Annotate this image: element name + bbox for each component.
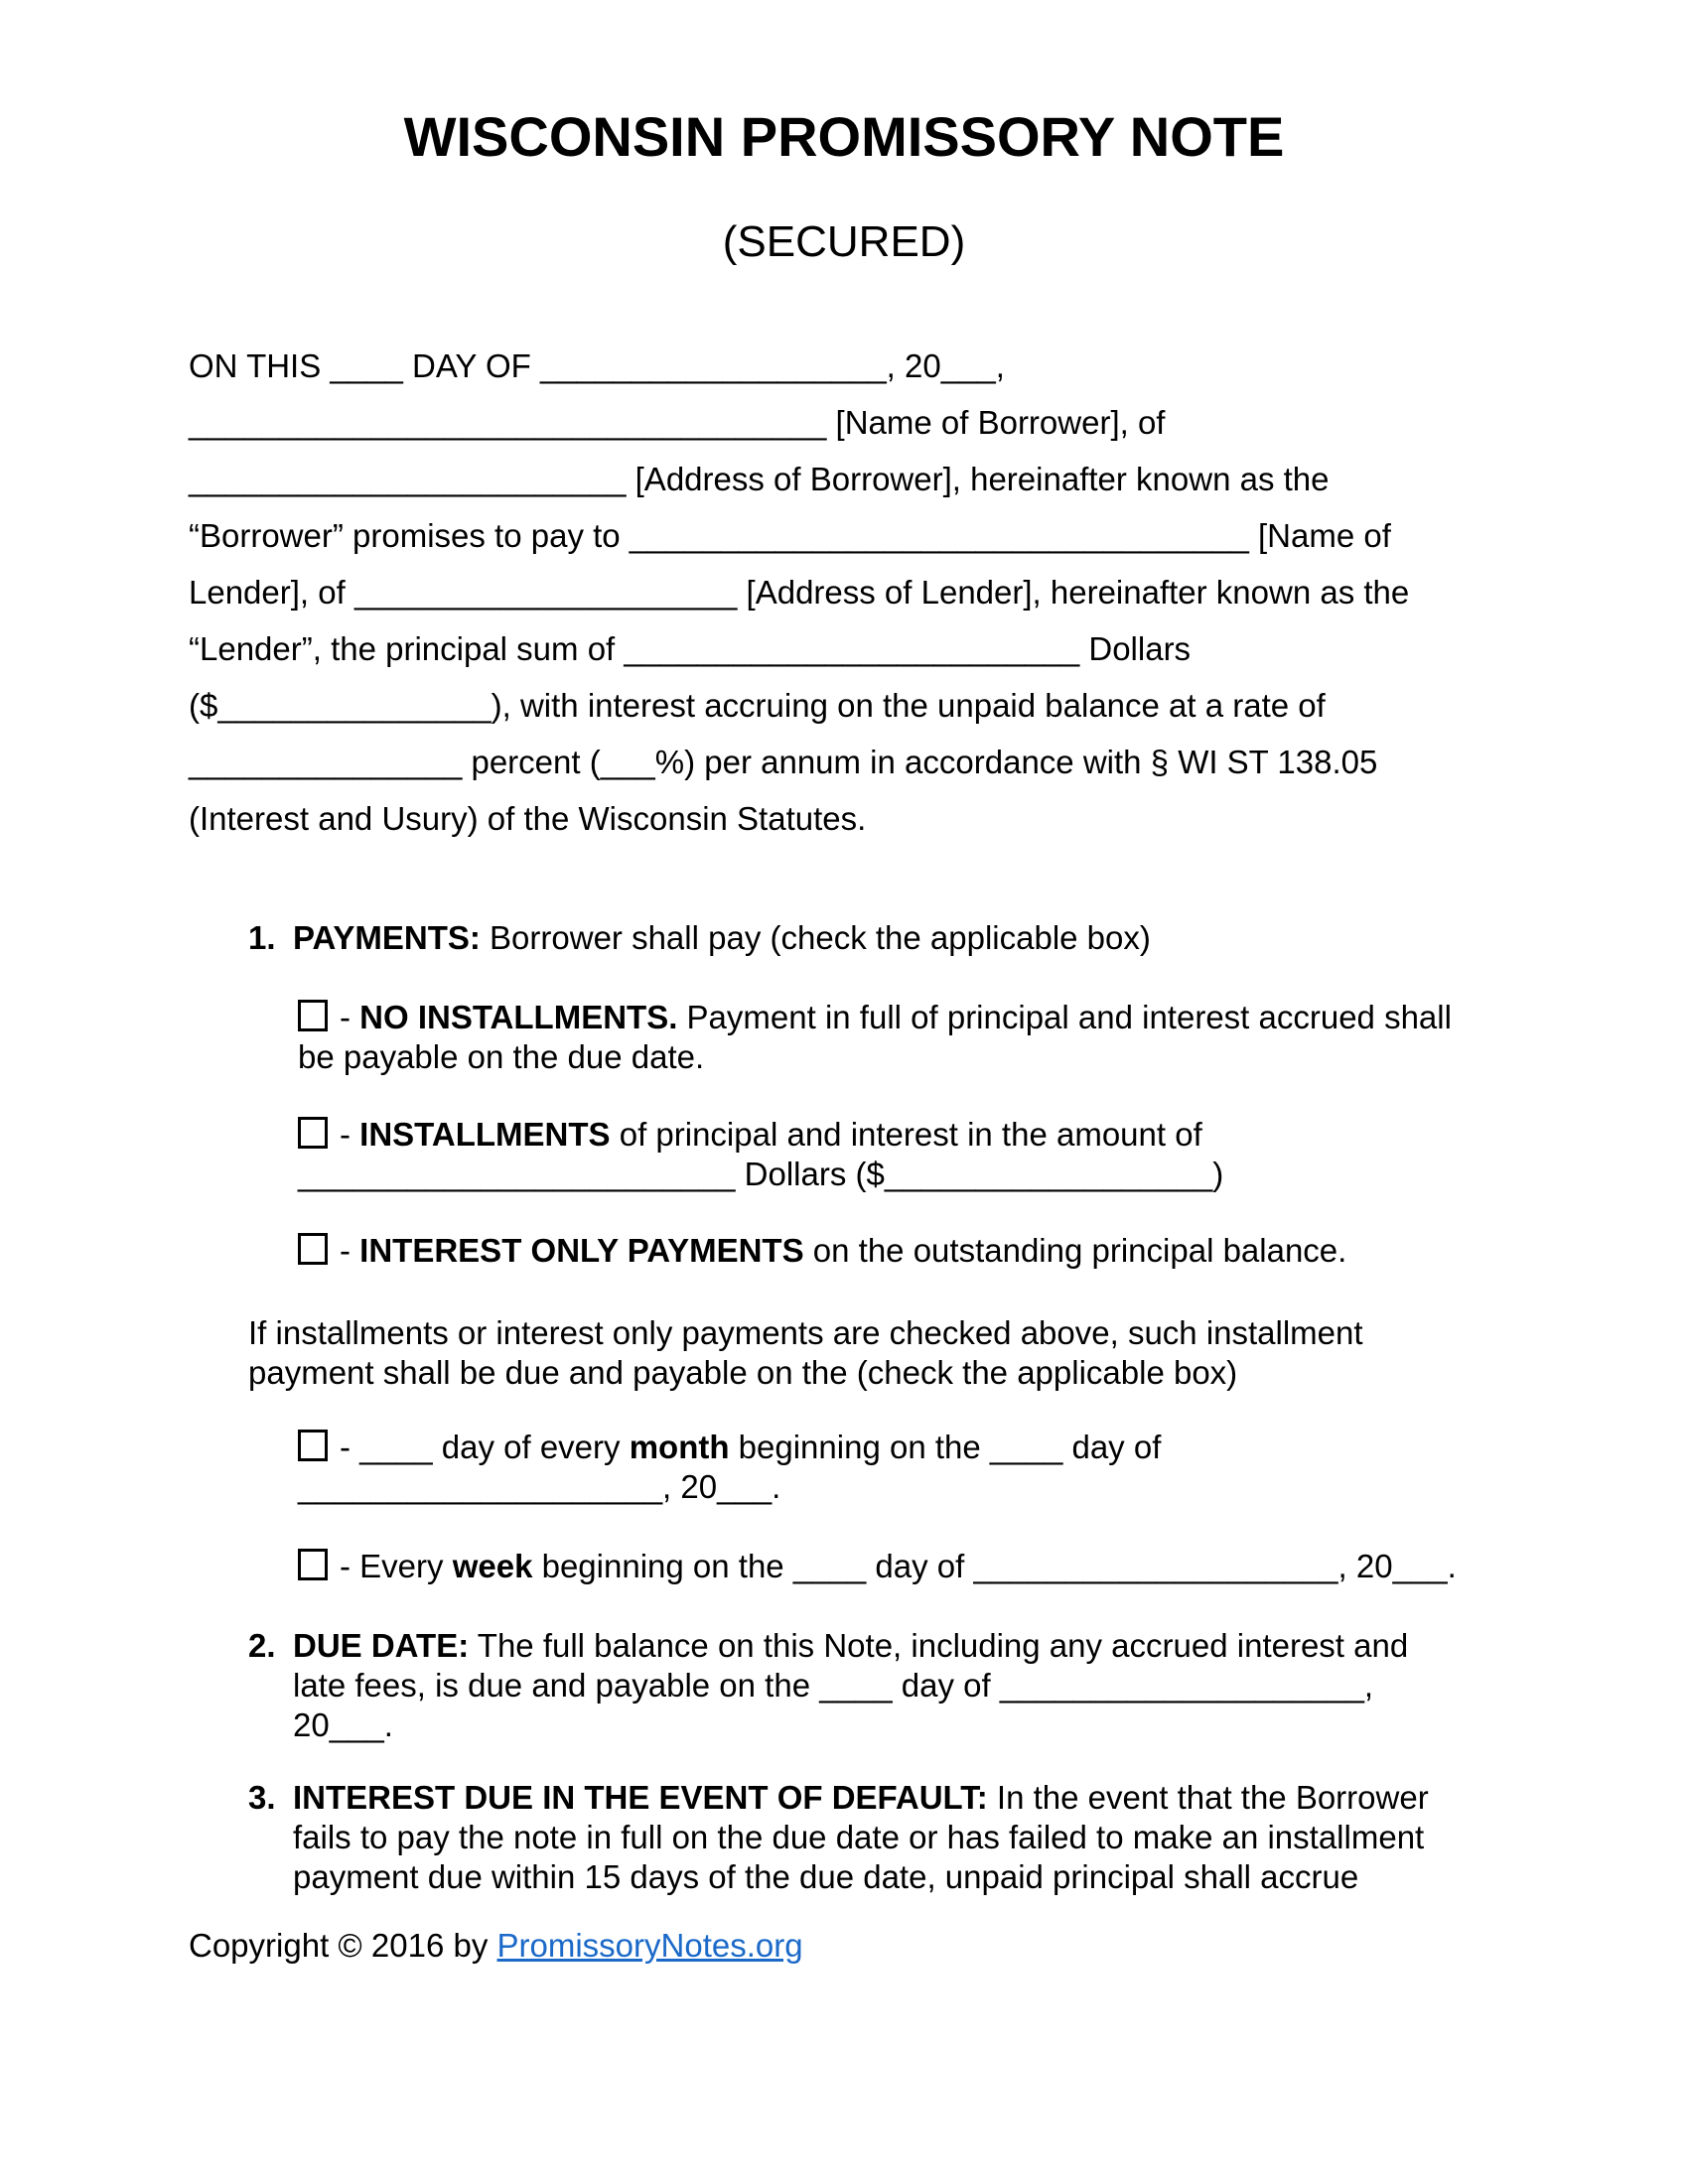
no-installments-checkbox-icon[interactable] <box>298 1000 328 1031</box>
due-date-line-3: 20___. <box>293 1706 393 1743</box>
installment-note-paragraph <box>248 1313 1519 1393</box>
monthly-text-pre: ____ day of every <box>359 1429 630 1465</box>
opening-line-1: ON THIS ____ DAY OF ___________________, 20___, <box>189 347 1005 384</box>
section-payments-title: PAYMENTS: <box>293 919 481 956</box>
opening-line-6: “Lender”, the principal sum of _________________________ Dollars <box>189 630 1192 667</box>
interest-default-number: 3. <box>248 1779 276 1816</box>
no-installments-text: Payment in full of principal and interest accrued shall <box>677 999 1452 1035</box>
checkbox-item-weekly <box>298 1547 1519 1586</box>
no-installments-dash: - <box>340 999 360 1035</box>
interest-default-title: INTEREST DUE IN THE EVENT OF DEFAULT: <box>293 1779 988 1816</box>
interest-only-checkbox-icon[interactable] <box>298 1233 328 1265</box>
opening-line-3: ________________________ [Address of Borrower], hereinafter known as the <box>189 461 1330 497</box>
monthly-label: month <box>629 1429 730 1465</box>
opening-line-5: Lender], of _____________________ [Address of Lender], hereinafter known as the <box>189 574 1410 611</box>
copyright-text: Copyright © 2016 by <box>189 1927 497 1964</box>
installments-line-1 <box>298 1115 1519 1155</box>
section-payments <box>248 918 1519 958</box>
section-payments-heading-rest: Borrower shall pay (check the applicable box) <box>480 919 1151 956</box>
monthly-dash: - <box>340 1429 360 1465</box>
monthly-text-rest: beginning on the ____ day of <box>729 1429 1162 1465</box>
interest-only-dash: - <box>340 1232 360 1269</box>
installments-label: INSTALLMENTS <box>359 1116 611 1153</box>
section-interest-default <box>248 1778 1519 1897</box>
installments-checkbox-icon[interactable] <box>298 1117 328 1149</box>
installments-line-2: ________________________ Dollars ($__________________) <box>298 1156 1224 1192</box>
due-date-line-1 <box>248 1626 1519 1666</box>
due-date-number: 2. <box>248 1627 276 1664</box>
installments-text: of principal and interest in the amount of <box>610 1116 1202 1153</box>
monthly-line-1 <box>298 1428 1519 1467</box>
section-due-date <box>248 1626 1519 1745</box>
checkbox-item-installments <box>298 1115 1519 1194</box>
weekly-label: week <box>452 1548 533 1584</box>
interest-default-line-2: fails to pay the note in full on the due date or has failed to make an installment <box>293 1819 1425 1855</box>
due-date-text: The full balance on this Note, including any accrued interest and <box>469 1627 1409 1664</box>
interest-only-label: INTEREST ONLY PAYMENTS <box>359 1232 804 1269</box>
installment-note-line-1: If installments or interest only payments are checked above, such installment <box>248 1314 1363 1351</box>
checkbox-item-no-installments <box>298 998 1519 1077</box>
weekly-line <box>298 1547 1519 1586</box>
opening-line-9: (Interest and Usury) of the Wisconsin Statutes. <box>189 800 867 837</box>
weekly-text-rest: beginning on the ____ day of ____________________, 20___. <box>532 1548 1457 1584</box>
footer-copyright <box>189 1926 1688 1966</box>
checkbox-item-monthly <box>298 1428 1519 1507</box>
interest-default-text: In the event that the Borrower <box>987 1779 1429 1816</box>
installment-note-line-2: payment shall be due and payable on the (check the applicable box) <box>248 1354 1238 1391</box>
document-title: WISCONSIN PROMISSORY NOTE <box>403 105 1285 168</box>
interest-only-text: on the outstanding principal balance. <box>803 1232 1347 1269</box>
promissorynotes-link[interactable]: PromissoryNotes.org <box>496 1927 803 1964</box>
opening-line-4: “Borrower” promises to pay to __________________________________ [Name of <box>189 517 1391 554</box>
checkbox-item-interest-only <box>298 1231 1519 1271</box>
opening-line-2: ___________________________________ [Name of Borrower], of <box>189 404 1166 441</box>
interest-default-line-3: payment due within 15 days of the due date, unpaid principal shall accrue <box>293 1858 1359 1895</box>
section-payments-heading <box>248 918 1519 958</box>
no-installments-line-2: be payable on the due date. <box>298 1038 705 1075</box>
due-date-title: DUE DATE: <box>293 1627 470 1664</box>
weekly-text-pre: Every <box>359 1548 453 1584</box>
no-installments-line-1 <box>298 998 1519 1037</box>
opening-paragraph <box>189 338 1519 847</box>
weekly-dash: - <box>340 1548 360 1584</box>
document-subtitle: (SECURED) <box>722 217 966 266</box>
opening-line-7: ($_______________), with interest accruing on the unpaid balance at a rate of <box>189 687 1326 724</box>
installments-dash: - <box>340 1116 360 1153</box>
weekly-checkbox-icon[interactable] <box>298 1549 328 1580</box>
interest-only-line <box>298 1231 1519 1271</box>
monthly-line-2: ____________________, 20___. <box>298 1468 781 1505</box>
section-payments-number: 1. <box>248 919 276 956</box>
interest-default-line-1 <box>248 1778 1519 1818</box>
monthly-checkbox-icon[interactable] <box>298 1430 328 1461</box>
opening-line-8: _______________ percent (___%) per annum in accordance with § WI ST 138.05 <box>189 744 1378 780</box>
due-date-line-2: late fees, is due and payable on the ____ day of ____________________, <box>293 1667 1374 1704</box>
no-installments-label: NO INSTALLMENTS. <box>359 999 678 1035</box>
